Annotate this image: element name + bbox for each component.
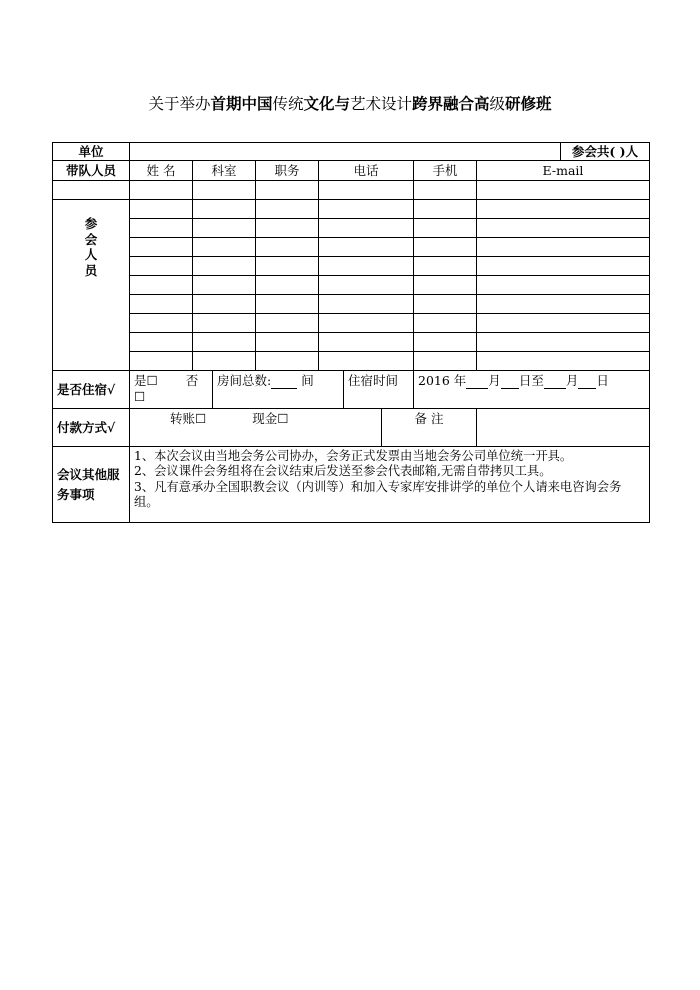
participant-email-cell[interactable] (477, 314, 650, 333)
participant-phone-cell[interactable] (319, 257, 414, 276)
participant-phone-cell[interactable] (319, 276, 414, 295)
participant-name-cell[interactable] (130, 352, 193, 371)
remark-label: 备 注 (382, 409, 477, 447)
remark-field[interactable] (477, 409, 650, 447)
participant-department-cell[interactable] (193, 200, 256, 219)
leader-position-cell[interactable] (256, 181, 319, 200)
participant-position-cell[interactable] (256, 352, 319, 371)
participant-mobile-cell[interactable] (414, 219, 477, 238)
participant-department-cell[interactable] (193, 314, 256, 333)
service-note: 2、会议课件会务组将在会议结束后发送至参会代表邮箱,无需自带拷贝工具。 (134, 464, 552, 479)
header-name: 姓 名 (130, 161, 193, 181)
participant-email-cell[interactable] (477, 200, 650, 219)
lodging-time-label: 住宿时间 (344, 371, 414, 409)
participant-name-cell[interactable] (130, 200, 193, 219)
lodging-dates (414, 371, 650, 409)
title-part: 关于举办 (148, 95, 211, 113)
date-day-to-label: 日至 (518, 373, 544, 388)
participant-row (53, 219, 650, 238)
leader-name-cell[interactable] (130, 181, 193, 200)
participant-row (53, 314, 650, 333)
participant-name-cell[interactable] (130, 219, 193, 238)
room-count-label: 房间总数: (217, 373, 272, 388)
participant-position-cell[interactable] (256, 219, 319, 238)
lodging-row (53, 371, 650, 409)
title-part: 首期中国 (210, 94, 273, 113)
participant-department-cell[interactable] (193, 219, 256, 238)
lodging-options (130, 371, 213, 409)
header-mobile: 手机 (414, 161, 477, 181)
participant-name-cell[interactable] (130, 333, 193, 352)
participant-mobile-cell[interactable] (414, 333, 477, 352)
participant-department-cell[interactable] (193, 295, 256, 314)
participant-mobile-cell[interactable] (414, 295, 477, 314)
room-count-input[interactable] (271, 376, 297, 389)
cash-checkbox[interactable]: 现金☐ (252, 411, 289, 426)
participant-phone-cell[interactable] (319, 238, 414, 257)
participant-phone-cell[interactable] (319, 200, 414, 219)
participant-email-cell[interactable] (477, 295, 650, 314)
participant-row (53, 276, 650, 295)
participant-row (53, 200, 650, 219)
leader-entry-spacer (53, 181, 130, 200)
leader-header-row (53, 161, 650, 181)
date-month-label: 月 (565, 373, 579, 388)
participant-mobile-cell[interactable] (414, 238, 477, 257)
participant-name-cell[interactable] (130, 314, 193, 333)
participant-email-cell[interactable] (477, 238, 650, 257)
month-to-input[interactable] (544, 376, 566, 389)
lodging-no-checkbox[interactable]: 否☐ (134, 373, 199, 404)
participant-row (53, 238, 650, 257)
participant-mobile-cell[interactable] (414, 314, 477, 333)
participant-department-cell[interactable] (193, 276, 256, 295)
participant-name-cell[interactable] (130, 257, 193, 276)
participant-email-cell[interactable] (477, 219, 650, 238)
title-part: 研修班 (505, 94, 552, 113)
participant-position-cell[interactable] (256, 333, 319, 352)
title-part: 文化与 (303, 94, 350, 113)
participant-email-cell[interactable] (477, 352, 650, 371)
leader-email-cell[interactable] (477, 181, 650, 200)
participant-row (53, 333, 650, 352)
participant-mobile-cell[interactable] (414, 200, 477, 219)
participant-department-cell[interactable] (193, 333, 256, 352)
title-part: 跨界融合高 (412, 94, 490, 113)
lodging-yes-checkbox[interactable]: 是☐ (134, 373, 158, 388)
header-department: 科室 (193, 161, 256, 181)
month-from-input[interactable] (466, 376, 488, 389)
participants-label-char: 参 (84, 216, 98, 231)
transfer-checkbox[interactable]: 转账☐ (170, 411, 207, 426)
participant-phone-cell[interactable] (319, 219, 414, 238)
service-note: 3、凡有意承办全国职教会议（内训等）和加入专家库安排讲学的单位个人请来电咨询会务组。 (134, 479, 622, 510)
day-from-input[interactable] (501, 376, 519, 389)
participant-mobile-cell[interactable] (414, 276, 477, 295)
participant-position-cell[interactable] (256, 295, 319, 314)
participant-row (53, 295, 650, 314)
title-part: 传统 (272, 95, 304, 113)
participant-mobile-cell[interactable] (414, 352, 477, 371)
services-row (53, 447, 650, 523)
title-part: 艺术设计 (350, 95, 413, 113)
participant-phone-cell[interactable] (319, 295, 414, 314)
header-phone: 电话 (319, 161, 414, 181)
participants-label-char: 人 (84, 247, 98, 263)
unit-field[interactable] (130, 143, 561, 161)
leader-mobile-cell[interactable] (414, 181, 477, 200)
participant-name-cell[interactable] (130, 238, 193, 257)
unit-label: 单位 (53, 143, 130, 161)
date-year: 2016 年 (418, 373, 467, 388)
participant-row (53, 257, 650, 276)
participant-phone-cell[interactable] (319, 314, 414, 333)
service-note: 1、本次会议由当地会务公司协办，会务正式发票由当地会务公司单位统一开具。 (134, 449, 573, 463)
document-title (0, 92, 700, 114)
participants-label-char: 员 (84, 262, 98, 278)
services-label: 会议其他服务事项 (53, 447, 130, 523)
leader-department-cell[interactable] (193, 181, 256, 200)
participant-email-cell[interactable] (477, 333, 650, 352)
lodging-label: 是否住宿√ (53, 371, 130, 409)
leader-phone-cell[interactable] (319, 181, 414, 200)
participant-position-cell[interactable] (256, 238, 319, 257)
participant-name-cell[interactable] (130, 295, 193, 314)
room-count-unit: 间 (301, 373, 314, 388)
participant-phone-cell[interactable] (319, 333, 414, 352)
unit-row (53, 143, 650, 161)
participant-position-cell[interactable] (256, 314, 319, 333)
participant-position-cell[interactable] (256, 257, 319, 276)
attendance-total[interactable]: 参会共( )人 (561, 143, 650, 161)
title-part: 级 (489, 95, 506, 113)
payment-options (130, 409, 382, 447)
leader-entry-row (53, 181, 650, 200)
participants-label-char: 会 (84, 231, 98, 247)
header-email: E-mail (477, 161, 650, 181)
participant-row (53, 352, 650, 371)
participant-department-cell[interactable] (193, 352, 256, 371)
participant-mobile-cell[interactable] (414, 257, 477, 276)
participant-phone-cell[interactable] (319, 352, 414, 371)
date-day-label: 日 (596, 373, 609, 388)
participant-department-cell[interactable] (193, 257, 256, 276)
header-position: 职务 (256, 161, 319, 181)
participant-email-cell[interactable] (477, 257, 650, 276)
participant-position-cell[interactable] (256, 200, 319, 219)
payment-row (53, 409, 650, 447)
registration-form (52, 142, 650, 523)
leader-label: 带队人员 (53, 161, 130, 181)
participant-department-cell[interactable] (193, 238, 256, 257)
date-month-label: 月 (488, 373, 501, 388)
participant-position-cell[interactable] (256, 276, 319, 295)
payment-label: 付款方式√ (53, 409, 130, 447)
room-count (213, 371, 344, 409)
services-notes (130, 447, 650, 523)
day-to-input[interactable] (578, 376, 596, 389)
participant-name-cell[interactable] (130, 276, 193, 295)
participant-email-cell[interactable] (477, 276, 650, 295)
participants-label (53, 200, 130, 371)
